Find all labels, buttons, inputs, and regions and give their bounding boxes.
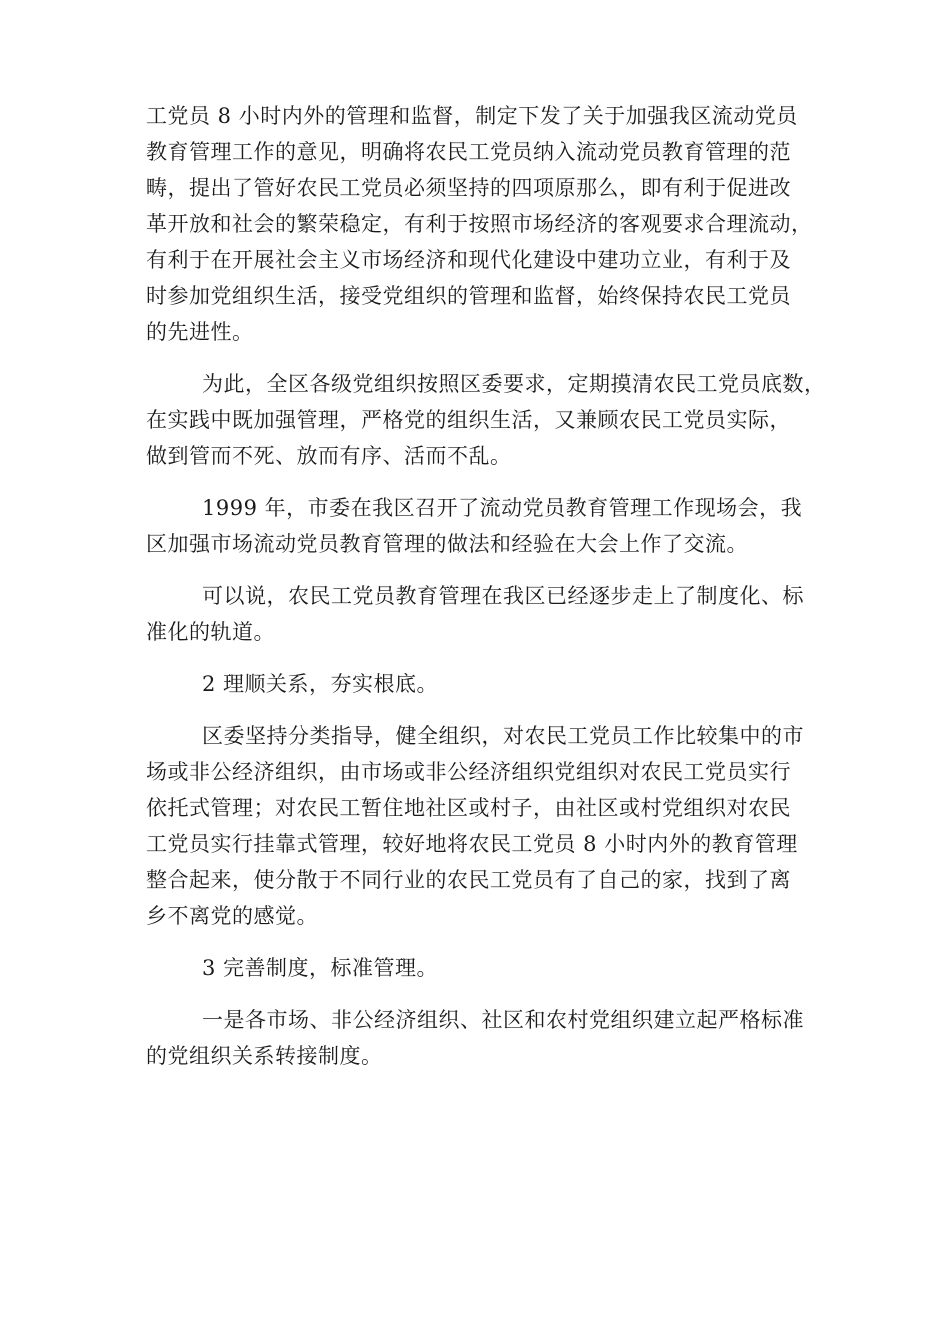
text-line: 准化的轨道。 xyxy=(146,620,275,644)
text-line: 的先进性。 xyxy=(146,320,254,344)
paragraph xyxy=(146,578,836,650)
paragraph xyxy=(146,366,836,474)
text-line: 3 完善制度，标准管理。 xyxy=(202,956,439,980)
text-line: 1999 年，市委在我区召开了流动党员教育管理工作现场会，我 xyxy=(202,496,803,520)
text-line: 畴，提出了管好农民工党员必须坚持的四项原那么，即有利于促进改 xyxy=(146,176,791,200)
text-line: 工党员实行挂靠式管理，较好地将农民工党员 8 小时内外的教育管理 xyxy=(146,832,798,856)
text-line: 依托式管理；对农民工暂住地社区或村子，由社区或村党组织对农民 xyxy=(146,796,791,820)
text-line: 做到管而不死、放而有序、活而不乱。 xyxy=(146,444,512,468)
text-line: 教育管理工作的意见，明确将农民工党员纳入流动党员教育管理的范 xyxy=(146,140,791,164)
text-line: 的党组织关系转接制度。 xyxy=(146,1044,383,1068)
paragraph xyxy=(146,98,836,350)
paragraph xyxy=(146,950,836,986)
paragraph xyxy=(146,490,836,562)
text-line: 整合起来，使分散于不同行业的农民工党员有了自己的家，找到了离 xyxy=(146,868,791,892)
text-line: 有利于在开展社会主义市场经济和现代化建设中建功立业，有利于及 xyxy=(146,248,791,272)
text-line: 场或非公经济组织，由市场或非公经济组织党组织对农民工党员实行 xyxy=(146,760,791,784)
text-line: 在实践中既加强管理，严格党的组织生活，又兼顾农民工党员实际， xyxy=(146,408,791,432)
text-line: 革开放和社会的繁荣稳定，有利于按照市场经济的客观要求合理流动， xyxy=(146,212,813,236)
text-line: 时参加党组织生活，接受党组织的管理和监督，始终保持农民工党员 xyxy=(146,284,791,308)
text-line: 乡不离党的感觉。 xyxy=(146,904,318,928)
paragraph xyxy=(146,718,836,934)
paragraph xyxy=(146,666,836,702)
paragraph xyxy=(146,1002,836,1074)
text-line: 工党员 8 小时内外的管理和监督，制定下发了关于加强我区流动党员 xyxy=(146,104,798,128)
text-line: 2 理顺关系，夯实根底。 xyxy=(202,672,439,696)
text-line: 为此，全区各级党组织按照区委要求，定期摸清农民工党员底数， xyxy=(202,372,826,396)
text-line: 可以说，农民工党员教育管理在我区已经逐步走上了制度化、标 xyxy=(202,584,804,608)
text-line: 区委坚持分类指导，健全组织，对农民工党员工作比较集中的市 xyxy=(202,724,804,748)
document-body xyxy=(146,98,836,1074)
text-line: 区加强市场流动党员教育管理的做法和经验在大会上作了交流。 xyxy=(146,532,748,556)
text-line: 一是各市场、非公经济组织、社区和农村党组织建立起严格标准 xyxy=(202,1008,804,1032)
